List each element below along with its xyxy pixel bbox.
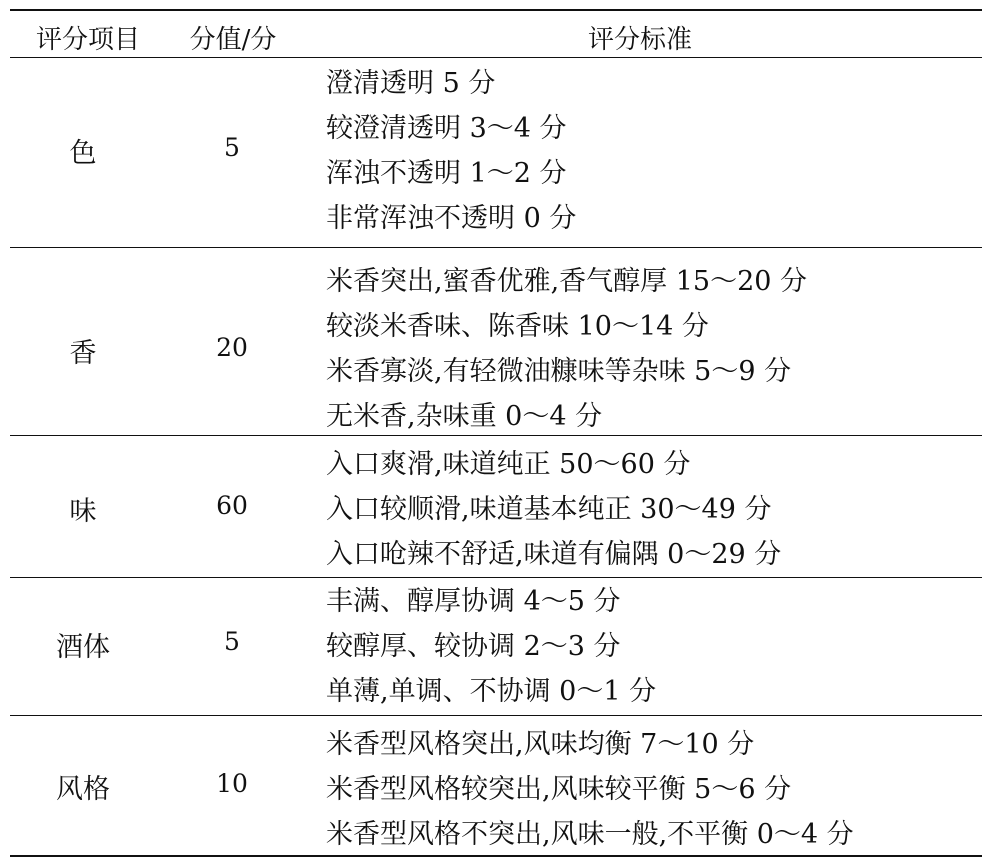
row-criteria [326, 579, 976, 714]
criteria-line: 入口爽滑,味道纯正 50～60 分 [326, 449, 691, 480]
row-criteria [326, 61, 976, 241]
row-score: 5 [224, 133, 240, 162]
criteria-line: 丰满、醇厚协调 4～5 分 [326, 586, 621, 617]
row-rule [10, 435, 982, 436]
criteria-line: 澄清透明 5 分 [326, 68, 496, 99]
row-rule [10, 577, 982, 578]
row-rule [10, 247, 982, 248]
row-criteria [326, 722, 976, 857]
criteria-line: 非常浑浊不透明 0 分 [326, 203, 577, 234]
row-score: 20 [216, 333, 248, 362]
header-rule [10, 57, 982, 58]
table-row [10, 717, 982, 855]
row-criteria [326, 259, 976, 439]
row-rule [10, 715, 982, 716]
criteria-line: 无米香,杂味重 0～4 分 [326, 401, 603, 432]
header-item: 评分项目 [35, 25, 140, 55]
criteria-line: 米香型风格突出,风味均衡 7～10 分 [326, 729, 755, 760]
criteria-line: 较澄清透明 3～4 分 [326, 113, 567, 144]
table-bottom-rule [10, 855, 982, 857]
header-score: 分值/分 [189, 25, 277, 55]
row-score: 60 [216, 491, 248, 520]
table-row [10, 249, 982, 435]
table-header [10, 11, 982, 57]
row-item: 味 [69, 496, 97, 527]
criteria-line: 米香型风格较突出,风味较平衡 5～6 分 [326, 774, 792, 805]
criteria-line: 米香寡淡,有轻微油糠味等杂味 5～9 分 [326, 356, 792, 387]
table-row [10, 61, 982, 247]
row-item: 香 [69, 338, 97, 369]
row-item: 酒体 [56, 632, 110, 663]
table-row [10, 437, 982, 577]
criteria-line: 浑浊不透明 1～2 分 [326, 158, 567, 189]
criteria-line: 米香型风格不突出,风味一般,不平衡 0～4 分 [326, 819, 854, 850]
criteria-line: 入口较顺滑,味道基本纯正 30～49 分 [326, 494, 772, 525]
row-item: 色 [69, 138, 97, 169]
table-row [10, 579, 982, 715]
row-score: 10 [216, 769, 248, 798]
criteria-line: 较醇厚、较协调 2～3 分 [326, 631, 621, 662]
criteria-line: 单薄,单调、不协调 0～1 分 [326, 676, 657, 707]
criteria-line: 较淡米香味、陈香味 10～14 分 [326, 311, 709, 342]
row-item: 风格 [56, 774, 110, 805]
row-criteria [326, 442, 976, 577]
header-criteria: 评分标准 [587, 25, 692, 55]
criteria-line: 米香突出,蜜香优雅,香气醇厚 15～20 分 [326, 266, 808, 297]
row-score: 5 [224, 627, 240, 656]
criteria-line: 入口呛辣不舒适,味道有偏隅 0～29 分 [326, 539, 782, 570]
